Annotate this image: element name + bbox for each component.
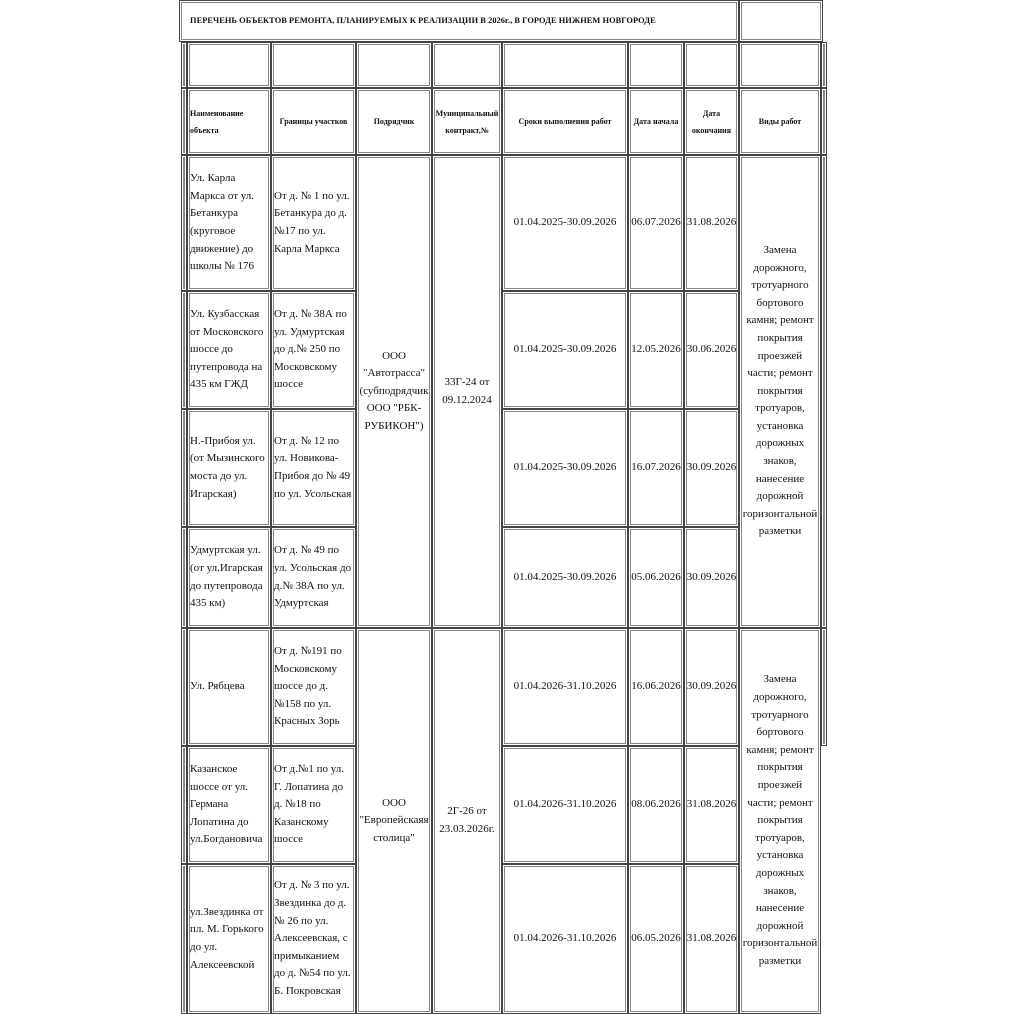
empty-cell <box>821 88 827 155</box>
empty-cell <box>821 628 827 746</box>
empty-cell <box>821 42 827 88</box>
document-title: ПЕРЕЧЕНЬ ОБЪЕКТОВ РЕМОНТА, ПЛАНИРУЕМЫХ К РЕАЛИЗАЦИИ В 2026г., В ГОРОДЕ НИЖНЕМ НОВГОРОДЕ <box>179 0 739 42</box>
work-period: 01.04.2026-31.10.2026 <box>502 628 628 746</box>
repair-objects-table <box>179 0 829 1009</box>
start-date: 05.06.2026 <box>628 527 684 628</box>
work-types: Замена дорожного, тротуарного бортового камня; ремонт покрытия проезжей части; ремонт покрытия тротуаров, установка дорожных знаков, нанесение дорожной горизонтальной разметки <box>739 155 821 628</box>
object-name: Ул. Кузбасская от Московского шоссе до путепровода на 435 км ГЖД <box>187 291 271 409</box>
end-date: 30.09.2026 <box>684 527 739 628</box>
section-bounds: От д. № 3 по ул. Звездинка до д. № 26 по ул. Алексеевская, с примыканием до д. №54 по ул. Б. Покровская <box>271 864 356 1014</box>
end-date: 31.08.2026 <box>684 864 739 1014</box>
end-date: 30.09.2026 <box>684 409 739 527</box>
object-name: Ул. Карла Маркса от ул. Бетанкура (круговое движение) до школы № 176 <box>187 155 271 291</box>
section-bounds: От д. № 38А по ул. Удмуртская до д.№ 250 по Московскому шоссе <box>271 291 356 409</box>
header-bounds: Границы участков <box>271 88 356 155</box>
empty-cell <box>502 42 628 88</box>
empty-cell <box>821 155 827 628</box>
work-period: 01.04.2025-30.09.2026 <box>502 155 628 291</box>
section-bounds: От д. №191 по Московскому шоссе до д. №158 по ул. Красных Зорь <box>271 628 356 746</box>
header-works: Виды работ <box>739 88 821 155</box>
contractor: ООО "Автотрасса" (субподрядчик ООО "РБК-РУБИКОН") <box>356 155 432 628</box>
work-types: Замена дорожного, тротуарного бортового камня; ремонт покрытия проезжей части; ремонт покрытия тротуаров, установка дорожных знаков, нанесение дорожной горизонтальной разметки <box>739 628 821 1014</box>
section-bounds: От д. № 1 по ул. Бетанкура до д. №17 по ул. Карла Маркса <box>271 155 356 291</box>
contract-number: 2Г-26 от 23.03.2026г. <box>432 628 502 1014</box>
title-empty-cell <box>739 0 823 42</box>
contract-number: 33Г-24 от 09.12.2024 <box>432 155 502 628</box>
header-start-date: Дата начала <box>628 88 684 155</box>
end-date: 31.08.2026 <box>684 155 739 291</box>
start-date: 06.07.2026 <box>628 155 684 291</box>
empty-cell <box>432 42 502 88</box>
empty-cell <box>271 42 356 88</box>
end-date: 31.08.2026 <box>684 746 739 864</box>
empty-cell <box>739 42 821 88</box>
start-date: 08.06.2026 <box>628 746 684 864</box>
empty-cell <box>356 42 432 88</box>
contractor: ООО "Европейскаяя столица" <box>356 628 432 1014</box>
work-period: 01.04.2025-30.09.2026 <box>502 527 628 628</box>
header-contractor: Подрядчик <box>356 88 432 155</box>
header-contract: Муниципальный контракт,№ <box>432 88 502 155</box>
object-name: Н.-Прибоя ул. (от Мызинского моста до ул. Игарская) <box>187 409 271 527</box>
end-date: 30.06.2026 <box>684 291 739 409</box>
object-name: Удмуртская ул. (от ул.Игарская до путепровода 435 км) <box>187 527 271 628</box>
work-period: 01.04.2026-31.10.2026 <box>502 864 628 1014</box>
work-period: 01.04.2025-30.09.2026 <box>502 291 628 409</box>
section-bounds: От д. № 49 по ул. Усольская до д.№ 38А по ул. Удмуртская <box>271 527 356 628</box>
start-date: 16.06.2026 <box>628 628 684 746</box>
header-period: Сроки выполнения работ <box>502 88 628 155</box>
object-name: ул.Звездинка от пл. М. Горького до ул. Алексеевской <box>187 864 271 1014</box>
start-date: 12.05.2026 <box>628 291 684 409</box>
empty-cell <box>187 42 271 88</box>
header-end-date: Дата окончания <box>684 88 739 155</box>
start-date: 16.07.2026 <box>628 409 684 527</box>
work-period: 01.04.2025-30.09.2026 <box>502 409 628 527</box>
object-name: Казанское шоссе от ул. Германа Лопатина до ул.Богдановича <box>187 746 271 864</box>
start-date: 06.05.2026 <box>628 864 684 1014</box>
work-period: 01.04.2026-31.10.2026 <box>502 746 628 864</box>
end-date: 30.09.2026 <box>684 628 739 746</box>
empty-cell <box>684 42 739 88</box>
empty-cell <box>628 42 684 88</box>
section-bounds: От д. № 12 по ул. Новикова-Прибоя до № 49 по ул. Усольская <box>271 409 356 527</box>
object-name: Ул. Рябцева <box>187 628 271 746</box>
header-object-name: Наименование объекта <box>187 88 271 155</box>
section-bounds: От д.№1 по ул. Г. Лопатина до д. №18 по Казанскому шоссе <box>271 746 356 864</box>
